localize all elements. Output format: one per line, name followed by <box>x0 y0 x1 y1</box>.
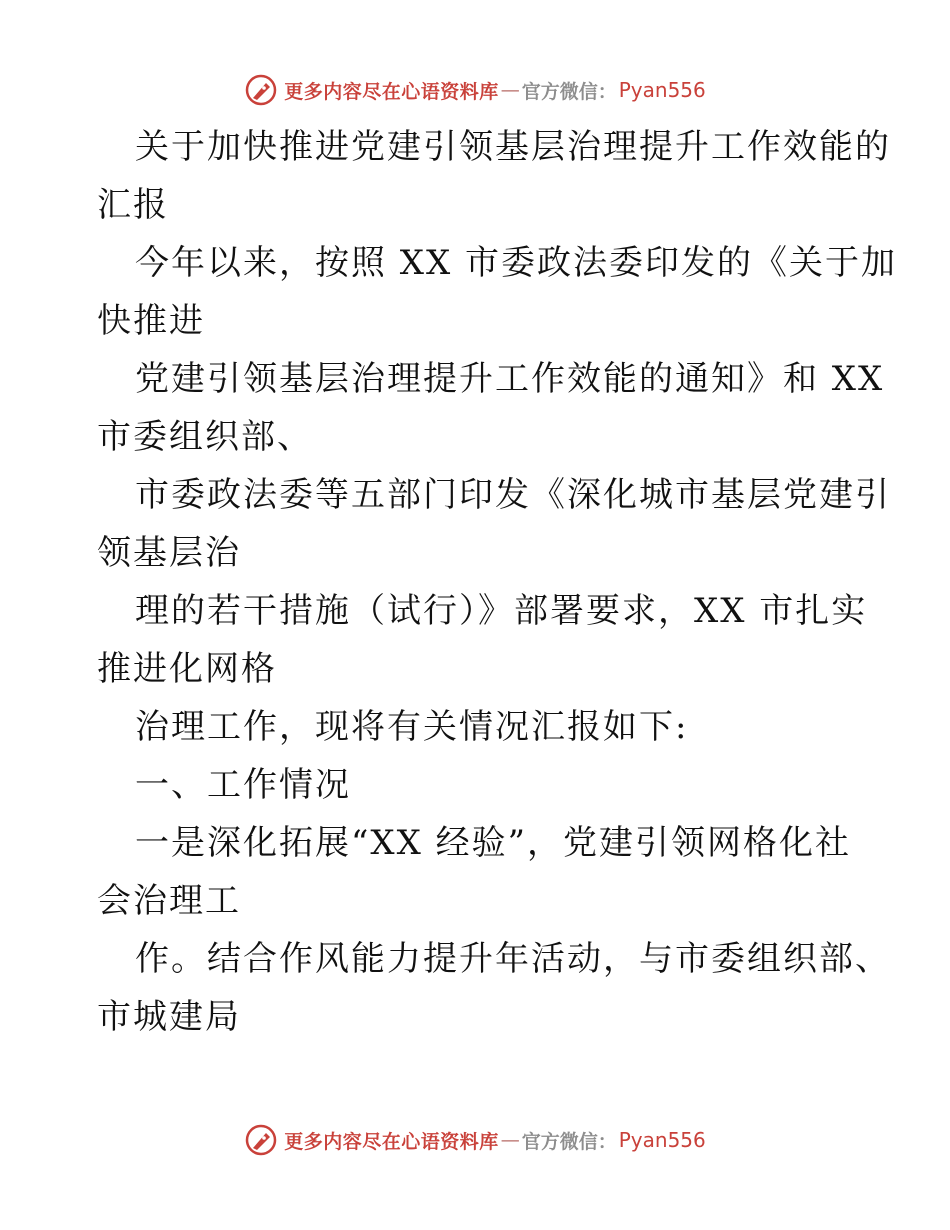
document-body <box>97 118 898 1046</box>
promo-text: 更多内容尽在心语资料库 <box>284 80 499 103</box>
text-line: 一是深化拓展“XX 经验”，党建引领网格化社 <box>135 823 851 863</box>
text-line: 作。结合作风能力提升年活动，与市委组织部、 <box>135 939 891 979</box>
text-line: 推进化网格 <box>97 649 277 689</box>
text-line: 党建引领基层治理提升工作效能的通知》和 XX <box>135 359 885 399</box>
text-line: 快推进 <box>97 301 205 341</box>
text-line: 关于加快推进党建引领基层治理提升工作效能的 <box>135 127 891 167</box>
wechat-id: Pyan556 <box>618 1128 706 1152</box>
text-line: 市委组织部、 <box>97 417 313 457</box>
header-watermark-banner <box>0 70 950 110</box>
promo-text: 更多内容尽在心语资料库 <box>284 1130 499 1153</box>
text-line: 一、工作情况 <box>135 765 351 805</box>
pen-nib-logo-icon <box>244 1123 278 1157</box>
text-line: 会治理工 <box>97 881 241 921</box>
text-line: 治理工作，现将有关情况汇报如下: <box>135 707 689 747</box>
wechat-id: Pyan556 <box>618 78 706 102</box>
official-wechat-label: 官方微信： <box>521 80 617 103</box>
banner-separator: — <box>500 79 520 101</box>
pen-nib-logo-icon <box>244 73 278 107</box>
text-line: 汇报 <box>97 185 169 225</box>
banner-separator: — <box>500 1129 520 1151</box>
text-line: 领基层治 <box>97 533 241 573</box>
text-line: 市委政法委等五部门印发《深化城市基层党建引 <box>135 475 891 515</box>
official-wechat-label: 官方微信： <box>521 1130 617 1153</box>
text-line: 今年以来，按照 XX 市委政法委印发的《关于加 <box>135 243 898 283</box>
footer-watermark-banner <box>0 1120 950 1160</box>
text-line: 市城建局 <box>97 997 241 1037</box>
text-line: 理的若干措施（试行）》部署要求，XX 市扎实 <box>135 591 868 631</box>
